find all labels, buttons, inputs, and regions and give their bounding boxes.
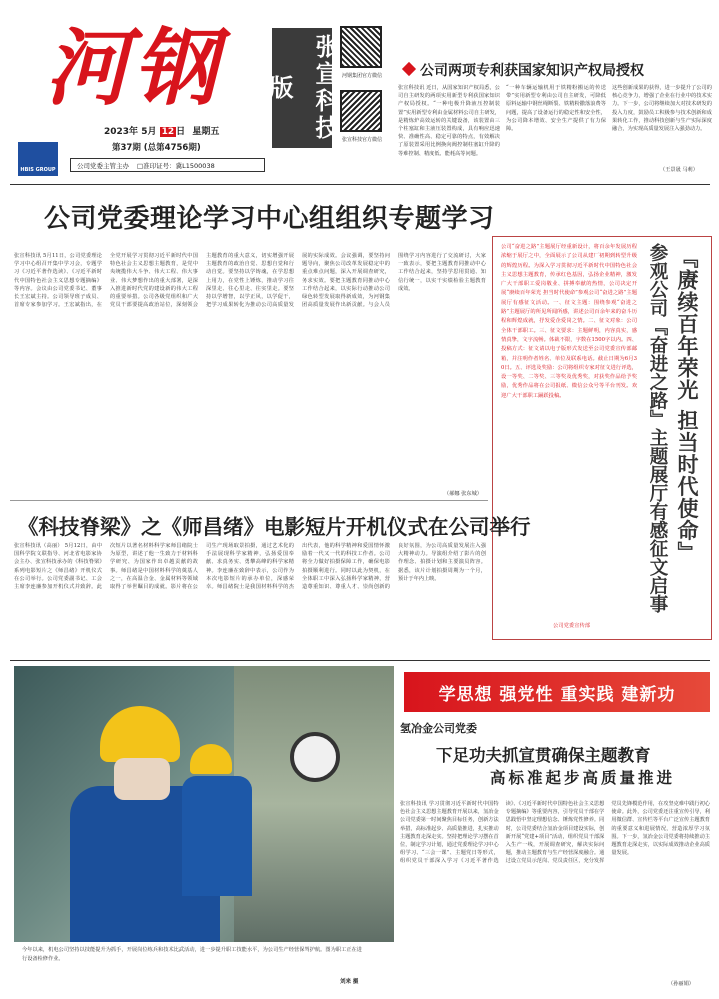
article3-headline1: 下足功夫抓宣贯确保主题教育 — [436, 746, 651, 765]
article2-text: 张宣科技讯（高丽） 5月12日，由中国科学院文联指导、河北省电影家协会主办、张宣科技承办的《科技脊梁》系列电影短片之《师昌绪》开机仪式在公司举行。公司党委副书记、工会主席李连廉参加开机仪式并致辞。此次短片以著名材料科学家师昌绪院士为原型，讲述了他一生致力于材料科学研究、为国家作出卓越贡献的故事。师昌绪是中国材料科学的奠基人之一，在高温合金、金属材料等领域取得了举世瞩目的成就。影片将在公司生产现场取景拍摄，通过艺术化的手法展现科学家精神，弘扬爱国奉献、求真务实、勇攀高峰的科学家精神。李连廉在致辞中表示，公司作为本次电影短片的承办单位，深感荣幸。师昌绪院士是我国材料科学的杰出代表，他的科学精神和爱国情怀激励着一代又一代的科技工作者。公司将全力做好拍摄保障工作，确保电影拍摄顺利进行。同时以此为契机，在全体职工中深入弘扬科学家精神，营造尊重知识、尊重人才、崇尚创新的良好氛围，为公司高质量发展注入强大精神动力。导演组介绍了影片的创作理念、拍摄计划和主要演员阵容。据悉，该片计划拍摄周期为一个月，预计于年内上映。 — [14, 543, 486, 591]
permit-text: □准印证号：冀L1500038 — [137, 161, 215, 170]
article2-headline: 《科技脊梁》之《师昌绪》电影短片开机仪式在公司举行 — [18, 515, 531, 539]
divider — [10, 184, 710, 185]
date-month: 5 — [141, 127, 148, 137]
news-top-col1: 张宣科技讯 近日，从国家知识产权局悉，公司自主研发的两项实用新型专利获国家知识产权局授权。“一种电极升降液压控制装置”实用新型专利由金属材料公司自主研发，是精炼炉高效运转的关键设备，该装置由三个柱塞缸和主液压装置构成，具有响应迅速快、准确性高、稳定可靠的特点，有效解决了原装置采用比例换向阀控制柱塞缸升降的等难控制、精度低、能耗高等问题。 — [398, 85, 500, 157]
masthead-title: 河钢 — [45, 18, 222, 117]
hbis-logo-text: HBIS GROUP — [20, 167, 56, 173]
masthead — [0, 0, 719, 180]
news-top-byline: （王景晟 马莉） — [660, 167, 698, 173]
photo-worker2-helmet — [190, 744, 232, 774]
sidebar-title2: 参观公司『奋进之路』主题展厅有感征文启事 — [647, 243, 668, 613]
news-top-headline: 公司两项专利获国家知识产权局授权 — [420, 63, 644, 79]
qr-code-1 — [340, 26, 382, 68]
article1-text: 张宣科技讯 5月11日，公司党委理论学习中心组召开集中学习会，专题学习《习近平著作选读》、《习近平新时代中国特色社会主义思想专题摘编》等内容。会议由公司党委书记、董事长王宏斌主持。公司领导班子成员、首席专家参加学习。王宏斌指出，在全党开展学习贯彻习近平新时代中国特色社会主义思想主题教育，是党中央统揽伟大斗争、伟大工程、伟大事业、伟大梦想作出的重大部署，是深入推进新时代党的建设新的伟大工程的重要举措。公司各级党组织和广大党员干部要提高政治站位，深刻领会主题教育的重大意义，切实增强开展主题教育的政治自觉、思想自觉和行动自觉。要坚持以学铸魂，在学思想上用力，在党性上锤炼，推动学习往深里走、往心里走、往实里走。要坚持以学增智，以学正风，以学促干，把学习成果转化为推动公司高质量发展的实际成效。会议强调，要坚持问题导向，聚焦公司改革发展稳定中的重点难点问题，深入开展调查研究，务求实效。要把主题教育同推动中心工作结合起来，以实际行动推动公司绿色转型发展取得新成效，为河钢集团高质量发展作出新贡献。与会人员围绕学习内容进行了交流研讨，大家一致表示，要把主题教育同推动中心工作结合起来，坚持学思用贯通、知信行统一，以实干实绩检验主题教育成效。 — [14, 253, 486, 309]
qr2-caption: 张宣科技官方微信 — [341, 137, 382, 143]
sidebar-text: 公司“奋进之路”主题展厅经重新设计，将百余年发展历程浓缩于展厅之中，全面展示了公司从建厂初期到转型升级的辉煌历程。为深入学习贯彻习近平新时代中国特色社会主义思想主题教育，传承红色基因，弘扬企业精神，激发广大干部职工爱岗敬业、拼搏奉献的热情，公司决定开展“赓续百年荣光 担当时代使命”参观公司“奋进之路”主题展厅有感征文活动。一、征文主题：围绕参观“奋进之路”主题展厅的所见所闻所感，讲述公司百余年来的奋斗历程和辉煌成就，抒发爱企爱岗之情。二、征文对象：公司全体干部职工。三、征文要求：主题鲜明，内容真实，感情真挚，文字流畅。体裁不限，字数在1500字以内。四、投稿方式：征文请以电子版形式发送至公司党委宣传部邮箱，并注明作者姓名、单位及联系电话。截止日期为6月30日。五、评选及奖励：公司将组织专家对征文进行评选，设一等奖、二等奖、三等奖及优秀奖，对获奖作品给予奖励，优秀作品将在公司报纸、微信公众号等平台刊发。欢迎广大干部职工踊跃投稿。 — [501, 244, 637, 399]
date-weekday: 星期五 — [192, 127, 220, 137]
slogan-banner — [404, 672, 710, 712]
slogan-text: 学思想 强党性 重实践 建新功 — [438, 684, 676, 705]
qr-code-2 — [340, 90, 382, 132]
column-badge — [265, 28, 340, 148]
issue-number: 第37期 (总第4756期) — [112, 143, 201, 153]
date-year: 2023年 — [104, 127, 139, 137]
qr1-caption: 河钢集团官方微信 — [341, 73, 382, 79]
sponsor-line — [70, 158, 265, 172]
divider — [10, 500, 488, 501]
photo-machinery — [234, 666, 394, 942]
news-top-bullet — [402, 62, 416, 76]
photo-worker-helmet — [100, 706, 180, 762]
article3-headline2: 高标准起步高质量推进 — [490, 768, 676, 787]
photo-credit: 刘来 摄 — [340, 979, 359, 985]
divider — [10, 660, 710, 661]
article1-byline: （郝娜 张东城） — [444, 491, 482, 497]
sponsor-text: 公司党委主管主办 — [77, 161, 129, 170]
sidebar-footer: 公司党委宣传部 — [553, 623, 591, 629]
photo-worker2-body — [182, 776, 252, 896]
photo-worker-face — [114, 758, 170, 800]
date-day: 12 — [161, 127, 175, 137]
issue-date — [104, 124, 219, 137]
news-top-col3: 这些创新成果的获得，进一步提升了公司的核心竞争力，增强了企业在行业中的技术实力。下一步，公司将继续加大对技术研发的投入力度，鼓励员工积极参与技术创新和成果转化工作，推动科技创新与生产实际深度融合，为实现高质量发展注入强劲动力。 — [612, 85, 712, 133]
date-day-suffix: 日 — [176, 127, 186, 137]
date-month-suffix: 月 — [147, 127, 157, 137]
article3-text: 张宣科技讯 学习贯彻习近平新时代中国特色社会主义思想主题教育开展以来，氢冶金公司党委第一时间聚焦目标任务，创新方法举措，高标准起步、高质量推进，扎实推动主题教育走深走实。坚持把理论学习摆在首位，制定学习计划，通过党委理论学习中心组学习、“三会一课”、主题党日等形式，组织党员干部深入学习《习近平著作选读》、《习近平新时代中国特色社会主义思想专题摘编》等重要内容，引导党员干部在学思践悟中坚定理想信念、锤炼党性修养。同时，公司党委结合氢冶金项目建设实际，创新开展“党建+项目”活动，组织党员干部深入生产一线，开展调查研究，解决实际问题，推动主题教育与生产经营深度融合。通过设立党员示范岗、党员责任区，充分发挥党员先锋模范作用，在攻坚克难中践行初心使命。此外，公司党委还注重宣传引导，利用微信群、宣传栏等平台广泛宣传主题教育的重要意义和进展情况，营造浓厚学习氛围。下一步，氢冶金公司党委将持续推动主题教育走深走实，以实际成效推动企业高质量发展。 — [400, 801, 710, 865]
hbis-logo — [18, 142, 58, 176]
news-photo — [14, 666, 394, 942]
sidebar-title: 『赓续百年荣光 担当时代使命』 — [675, 247, 700, 564]
sidebar-box — [492, 236, 712, 640]
column-name: 张宣科技版 — [265, 34, 340, 142]
article3-kicker: 氢冶金公司党委 — [400, 722, 477, 735]
photo-gauge — [290, 732, 340, 782]
article1-headline: 公司党委理论学习中心组组织专题学习 — [44, 204, 495, 234]
news-top-col2: “一种车辆运输机用于铁精粉搬运的传送带”实用新型专利由公司自主研发，可降低原料运输中钢丝绳断裂、铁精粉撒落浪费等问题，提高了设备运行的稳定性和安全性，为公司降本增效、安全生产提供了有力保障。 — [506, 85, 606, 133]
photo-caption: 今年以来，机电公司坚持以技能提升为抓手，开展岗位练兵和技术比武活动，进一步提升职工技能水平，为公司生产经营保驾护航。图为职工正在进行设备检修作业。 — [22, 947, 362, 962]
article3-byline: （孙丽娟） — [668, 981, 694, 987]
